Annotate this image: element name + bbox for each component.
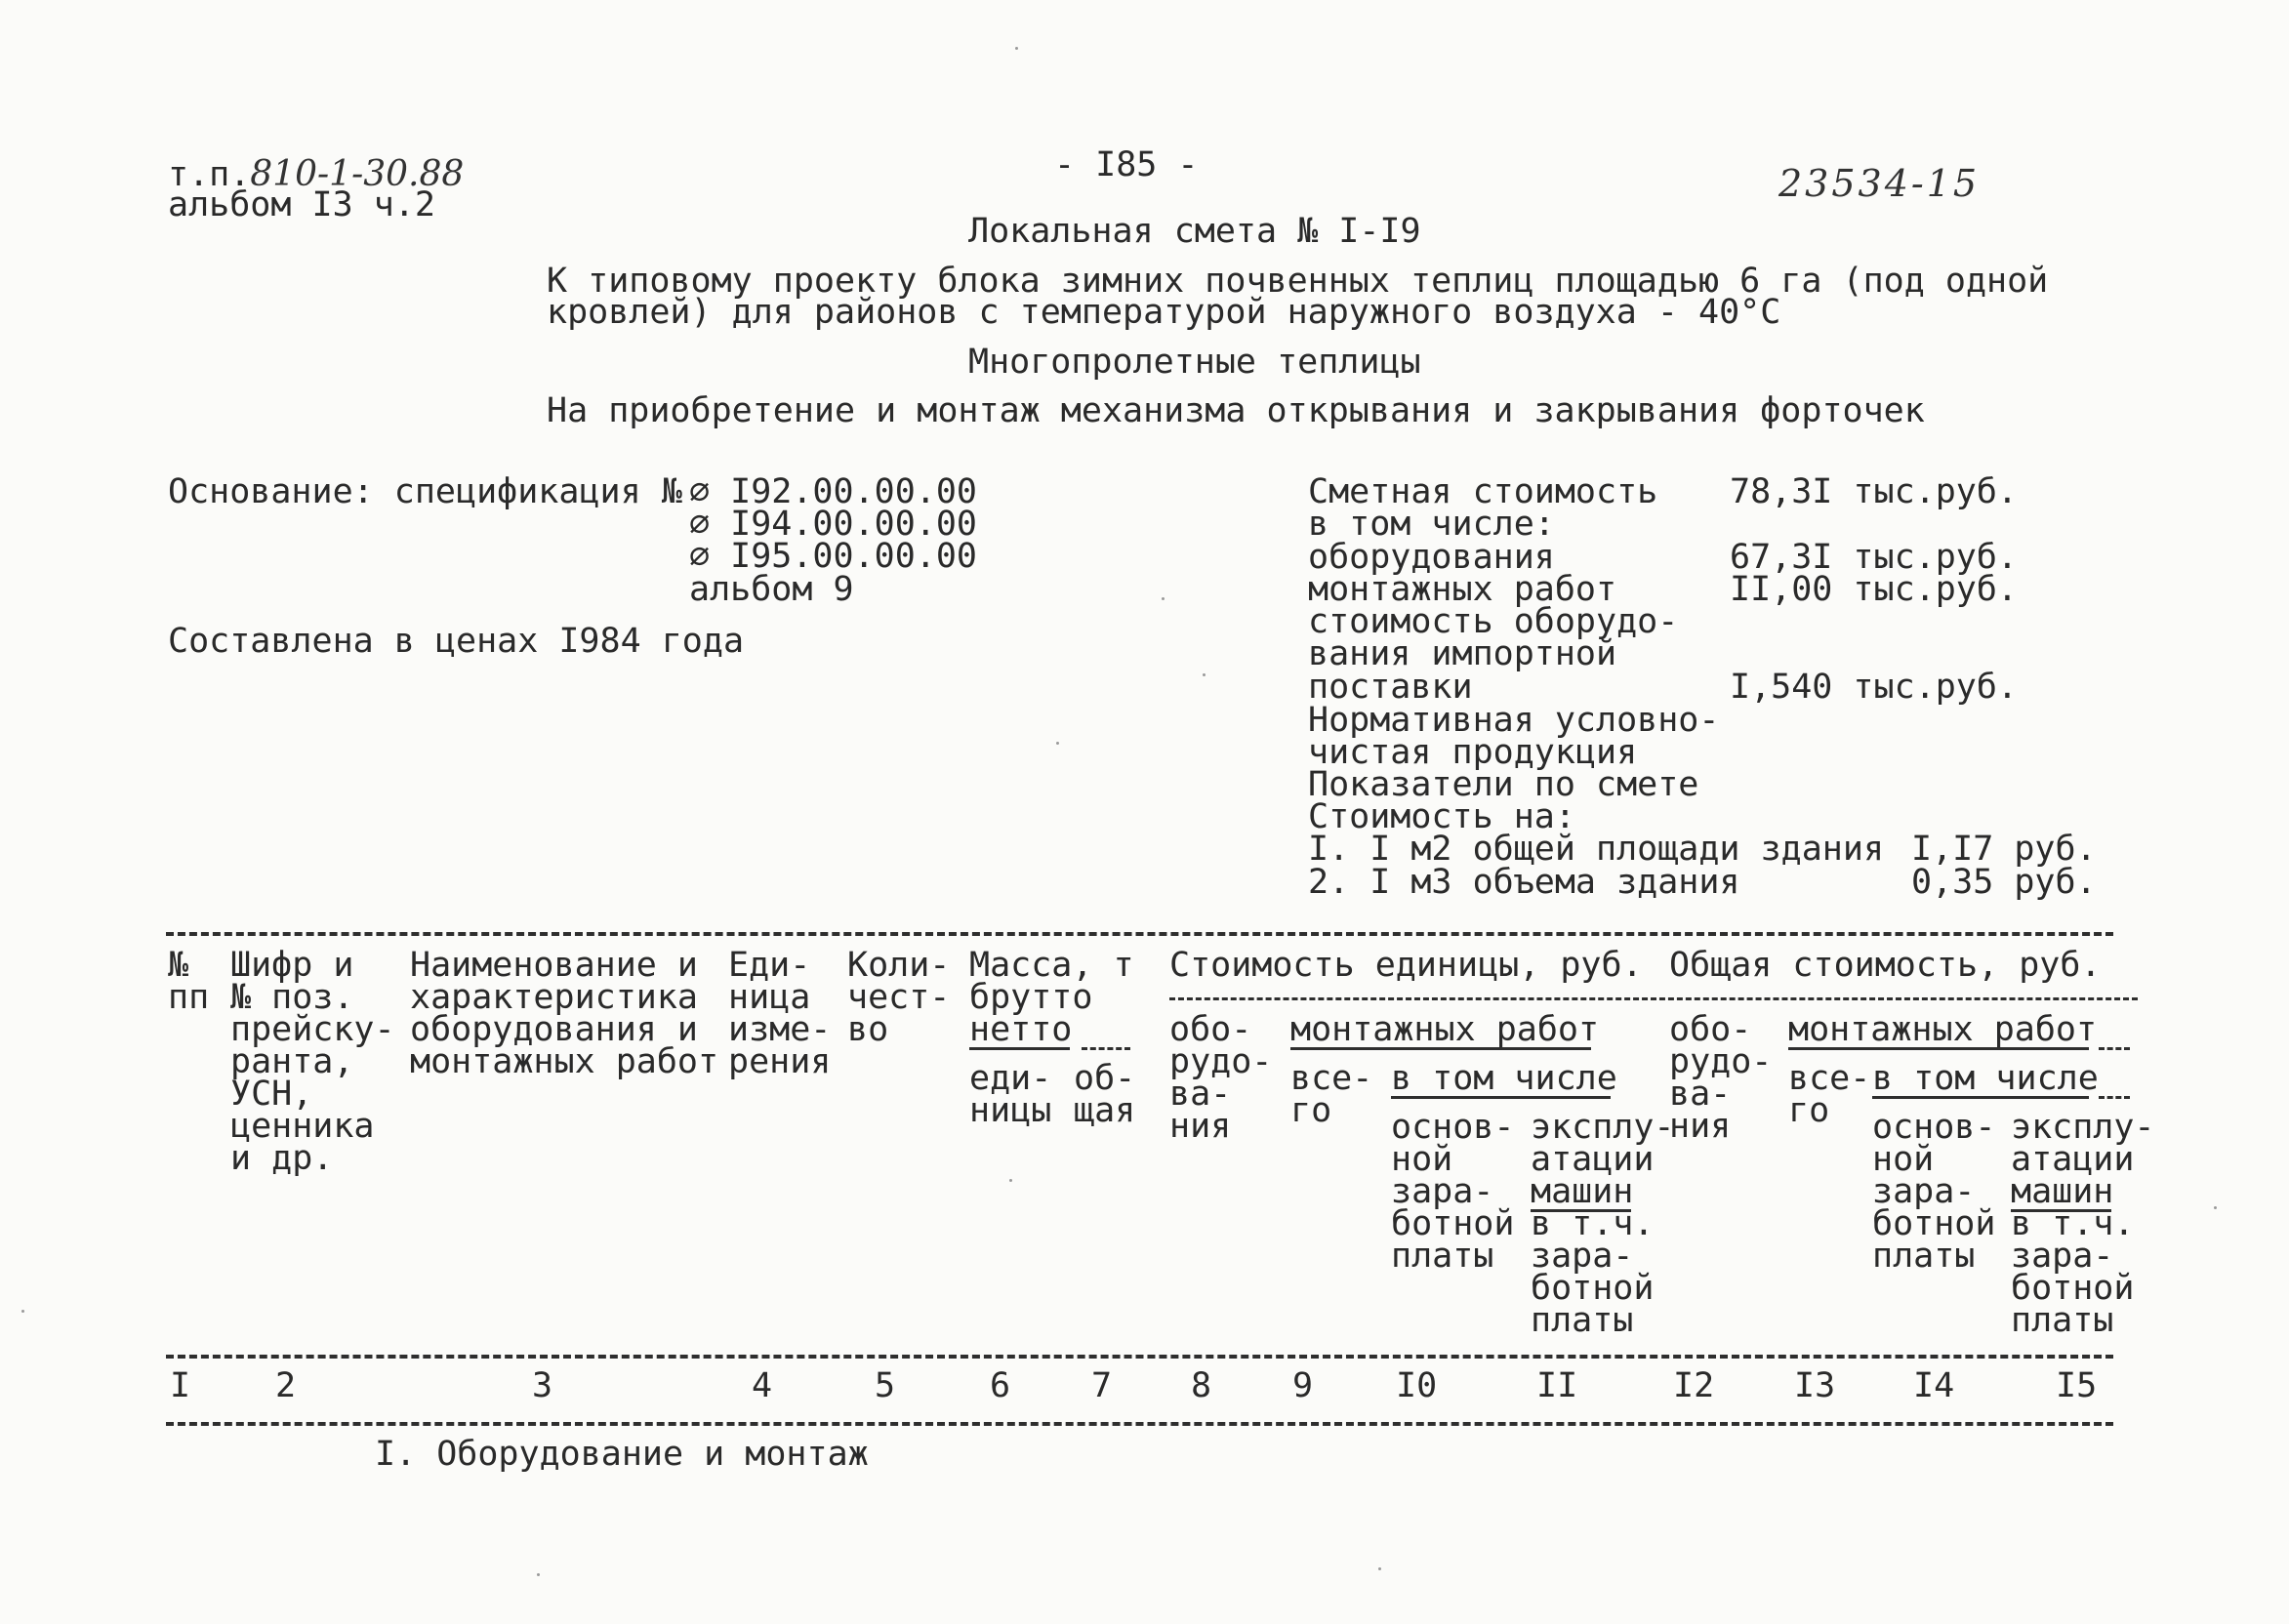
col-header-code: Шифр и № поз. прейску- ранта, УСН, ценника и др. <box>230 946 395 1178</box>
column-number: 5 <box>875 1366 896 1405</box>
column-number: I3 <box>1794 1366 1836 1405</box>
netto-underline <box>969 1047 1070 1050</box>
column-number: 7 <box>1091 1366 1113 1405</box>
scan-speck <box>2214 1206 2217 1209</box>
col-header-mass-unit: еди- ницы <box>969 1059 1052 1130</box>
building-type: Многопролетные теплицы <box>968 343 1421 382</box>
installation-total-dash <box>2099 1047 2130 1050</box>
indicator-label: 2. I м3 объема здания <box>1308 863 1740 902</box>
archive-number: 23534-15 <box>1778 162 1981 205</box>
spec-number-3: ⌀ I95.00.00.00 <box>689 537 978 576</box>
column-number: II <box>1536 1366 1578 1405</box>
summary-label: поставки <box>1308 668 1473 707</box>
col-header-machine-ops-total: эксплу- атации машин в т.ч. зара- ботной платы <box>2011 1108 2155 1340</box>
machines-total-underline <box>2011 1209 2111 1212</box>
spec-album: альбом 9 <box>689 570 854 609</box>
estimate-subject: На приобретение и монтаж механизма открывания и закрывания форточек <box>547 391 1925 430</box>
spec-number-2: ⌀ I94.00.00.00 <box>689 505 978 544</box>
col-header-base-wage-total: основ- ной зара- ботной платы <box>1872 1108 1996 1276</box>
installation-underline <box>1290 1047 1591 1050</box>
column-number: 4 <box>752 1366 773 1405</box>
summary-label: Показатели по смете <box>1308 765 1699 804</box>
section-title: I. Оборудование и монтаж <box>375 1435 869 1474</box>
indicator-value: I,I7 руб. <box>1911 830 2097 869</box>
column-number: 3 <box>532 1366 553 1405</box>
scan-speck <box>1203 673 1206 676</box>
album-label: альбом I3 ч.2 <box>168 185 435 224</box>
price-base: Составлена в ценах I984 года <box>168 622 745 661</box>
column-number: I <box>170 1366 191 1405</box>
col-header-equipment: обо- рудо- ва- ния <box>1169 1010 1273 1146</box>
machines-underline <box>1531 1209 1631 1212</box>
col-header-install-total: все- го <box>1290 1059 1373 1130</box>
column-number: 6 <box>990 1366 1011 1405</box>
scan-speck <box>1009 1179 1012 1182</box>
col-header-unit: Еди- ница изме- рения <box>728 946 832 1081</box>
col-header-name: Наименование и характеристика оборудования и монтажных работ <box>410 946 719 1081</box>
col-header-base-wage: основ- ной зара- ботной платы <box>1391 1108 1515 1276</box>
estimate-title: Локальная смета № I-I9 <box>968 212 1421 251</box>
installation-total-underline <box>1788 1047 2089 1050</box>
scan-speck <box>1056 742 1059 745</box>
col-header-install-total-all: все- го <box>1788 1059 1871 1130</box>
summary-label: в том числе: <box>1308 505 1555 544</box>
summary-value: 78,3I тыс.руб. <box>1730 472 2019 511</box>
col-header-total-cost: Общая стоимость, руб. <box>1669 946 2102 985</box>
column-number: I4 <box>1913 1366 1955 1405</box>
col-header-installation-total: монтажных работ <box>1788 1010 2098 1049</box>
col-header-quantity: Коли- чест- во <box>847 946 951 1049</box>
col-header-unit-cost: Стоимость единицы, руб. <box>1169 946 1643 985</box>
summary-label: чистая продукция <box>1308 733 1638 772</box>
col-header-mass: Масса, т брутто <box>969 946 1134 1017</box>
summary-value: 67,3I тыс.руб. <box>1730 538 2019 577</box>
scan-speck <box>21 1310 24 1313</box>
scan-speck <box>1015 47 1018 50</box>
column-number: I2 <box>1673 1366 1715 1405</box>
including-underline <box>1391 1096 1611 1099</box>
including-total-dash <box>2099 1096 2130 1099</box>
column-number-rule <box>166 1422 2113 1426</box>
col-header-netto: нетто <box>969 1010 1073 1049</box>
basis-label: Основание: спецификация № <box>168 472 682 511</box>
project-prefix: т.п. <box>168 155 251 194</box>
summary-label: вания импортной <box>1308 634 1617 673</box>
col-header-including-total: в том числе <box>1872 1059 2099 1098</box>
column-number: 2 <box>275 1366 297 1405</box>
summary-value: II,00 тыс.руб. <box>1730 570 2019 609</box>
col-header-no: № пп <box>168 946 210 1017</box>
spec-number-1: ⌀ I92.00.00.00 <box>689 472 978 511</box>
table-top-rule <box>166 932 2113 936</box>
summary-label: Сметная стоимость <box>1308 472 1658 511</box>
column-number: 9 <box>1292 1366 1314 1405</box>
scan-speck <box>1378 1567 1381 1570</box>
summary-label: оборудования <box>1308 538 1555 577</box>
summary-label: Стоимость на: <box>1308 797 1575 836</box>
column-number: 8 <box>1191 1366 1212 1405</box>
including-total-underline <box>1872 1096 2089 1099</box>
scan-speck <box>1162 597 1165 600</box>
summary-label: Нормативная условно- <box>1308 701 1720 740</box>
project-number: 810-1-30.88 <box>250 154 465 194</box>
indicator-value: 0,35 руб. <box>1911 863 2097 902</box>
header-bottom-rule <box>166 1355 2113 1359</box>
summary-value: I,540 тыс.руб. <box>1730 668 2019 707</box>
column-number: I5 <box>2056 1366 2098 1405</box>
page-number: - I85 - <box>1054 145 1199 184</box>
netto-dash <box>1082 1047 1130 1050</box>
indicator-label: I. I м2 общей площади здания <box>1308 830 1885 869</box>
summary-label: монтажных работ <box>1308 570 1617 609</box>
column-number: I0 <box>1396 1366 1438 1405</box>
scan-speck <box>537 1573 540 1576</box>
col-header-equipment-total: обо- рудо- ва- ния <box>1669 1010 1773 1146</box>
project-description-line1: К типовому проекту блока зимних почвенных теплиц площадью 6 га (под одной <box>547 262 2049 301</box>
col-header-machine-ops: эксплу- атации машин в т.ч. зара- ботной платы <box>1531 1108 1675 1340</box>
col-header-installation: монтажных работ <box>1290 1010 1600 1049</box>
cost-split-rule <box>1169 997 2138 1000</box>
summary-label: стоимость оборудо- <box>1308 602 1679 641</box>
col-header-mass-total: об- щая <box>1074 1059 1136 1130</box>
col-header-including: в том числе <box>1391 1059 1617 1098</box>
project-description-line2: кровлей) для районов с температурой наружного воздуха - 40°С <box>547 293 1781 332</box>
